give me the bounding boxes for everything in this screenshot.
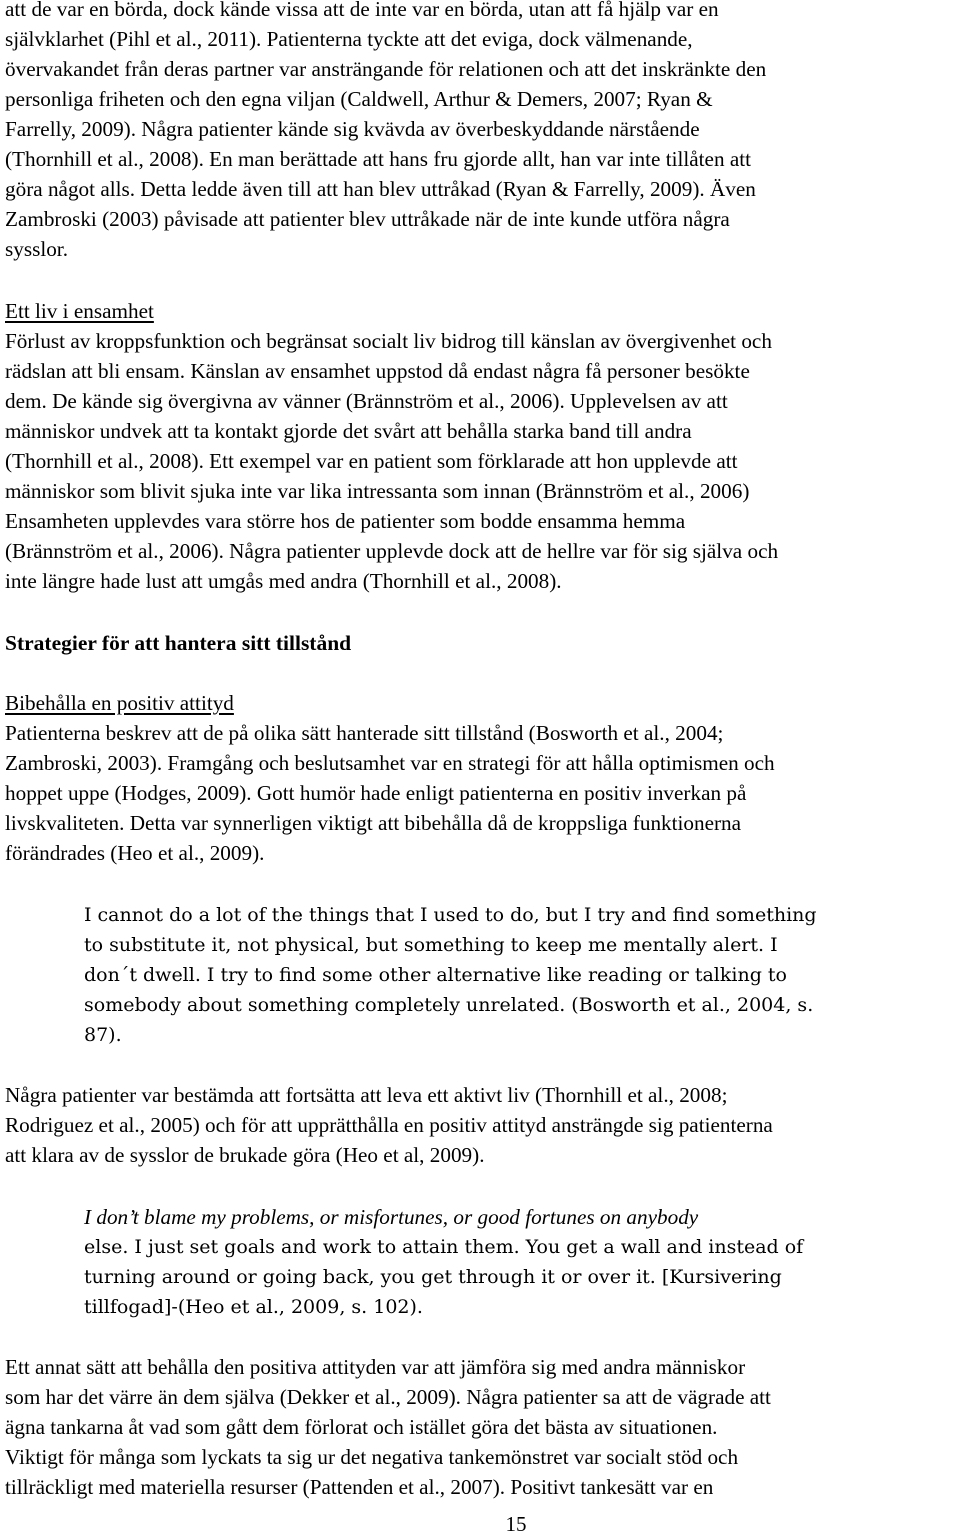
text-line: tillräckligt med materiella resurser (Pattenden et al., 2007). Positivt tankesätt var en — [5, 1475, 714, 1499]
text-line: Ensamheten upplevdes vara större hos de patienter som bodde ensamma hemma — [5, 509, 686, 533]
text-line: personliga friheten och den egna viljan (Caldwell, Arthur & Demers, 2007; Ryan & — [5, 87, 713, 111]
block-quote-line: to substitute it, not physical, but something to keep me mentally alert. I — [84, 934, 778, 956]
text-line: sysslor. — [5, 237, 68, 261]
block-quote-line: tillfogad]-(Heo et al., 2009, s. 102). — [84, 1296, 423, 1318]
text-line: rädslan att bli ensam. Känslan av ensamhet uppstod då endast några få personer besökte — [5, 359, 750, 383]
text-line: människor som blivit sjuka inte var lika intressanta som innan (Brännström et al., 2006) — [5, 479, 750, 503]
text-line: människor undvek att ta kontakt gjorde det svårt att behålla starka band till andra — [5, 419, 692, 443]
text-line: Zambroski, 2003). Framgång och beslutsamhet var en strategi för att hålla optimismen och — [5, 751, 775, 775]
block-quote-line: don´t dwell. I try to find some other alternative like reading or talking to — [84, 964, 787, 986]
text-line: Förlust av kroppsfunktion och begränsat socialt liv bidrog till känslan av övergivenhet och — [5, 329, 772, 353]
section-subheading: Bibehålla en positiv attityd — [5, 691, 234, 715]
block-quote-line: 87). — [84, 1024, 122, 1046]
text-line: (Brännström et al., 2006). Några patienter upplevde dock att de hellre var för sig själva och — [5, 539, 779, 563]
text-line: Zambroski (2003) påvisade att patienter blev uttråkade när de inte kunde utföra några — [5, 207, 730, 231]
text-line: Viktigt för många som lyckats ta sig ur det negativa tankemönstret var socialt stöd och — [5, 1445, 739, 1469]
text-line: dem. De kände sig övergivna av vänner (Brännström et al., 2006). Upplevelsen av att — [5, 389, 728, 413]
text-line: hoppet uppe (Hodges, 2009). Gott humör hade enligt patienterna en positiv inverkan på — [5, 781, 747, 805]
text-line: övervakandet från deras partner var ansträngande för relationen och att det inskränkte den — [5, 57, 767, 81]
text-line: Ett annat sätt att behålla den positiva attityden var att jämföra sig med andra människor — [5, 1355, 746, 1379]
text-line: Rodriguez et al., 2005) och för att upprätthålla en positiv attityd ansträngde sig patienterna — [5, 1113, 773, 1137]
block-quote-line: else. I just set goals and work to attain them. You get a wall and instead of — [84, 1236, 804, 1258]
text-line: att de var en börda, dock kände vissa att de inte var en börda, utan att få hjälp var en — [5, 0, 719, 21]
page-number: 15 — [505, 1512, 527, 1536]
text-line: inte längre hade lust att umgås med andra (Thornhill et al., 2008). — [5, 569, 562, 593]
text-line: (Thornhill et al., 2008). En man berättade att hans fru gjorde allt, han var inte tillåten att — [5, 147, 752, 171]
text-line: Patienterna beskrev att de på olika sätt hanterade sitt tillstånd (Bosworth et al., 2004; — [5, 721, 724, 745]
text-line: Några patienter var bestämda att fortsätta att leva ett aktivt liv (Thornhill et al., 2008; — [5, 1083, 728, 1107]
block-quote-line: I cannot do a lot of the things that I used to do, but I try and find something — [84, 904, 817, 926]
text-line: ägna tankarna åt vad som gått dem förlorat och istället göra det bästa av situationen. — [5, 1415, 718, 1439]
text-line: (Thornhill et al., 2008). Ett exempel var en patient som förklarade att hon upplevde att — [5, 449, 738, 473]
block-quote-line: somebody about something completely unrelated. (Bosworth et al., 2004, s. — [84, 994, 814, 1016]
block-quote-line: turning around or going back, you get through it or over it. [Kursivering — [84, 1266, 782, 1288]
text-line: göra något alls. Detta ledde även till att han blev uttråkad (Ryan & Farrelly, 2009). Även — [5, 177, 756, 201]
text-line: självklarhet (Pihl et al., 2011). Patienterna tyckte att det eviga, dock välmenande, — [5, 27, 693, 51]
block-quote-line-italic: I don’t blame my problems, or misfortunes, or good fortunes on anybody — [84, 1205, 699, 1229]
text-line: Farrelly, 2009). Några patienter kände sig kvävda av överbeskyddande närstående — [5, 117, 700, 141]
section-subheading: Ett liv i ensamhet — [5, 299, 154, 323]
section-heading: Strategier för att hantera sitt tillstånd — [5, 631, 352, 655]
text-line: att klara av de sysslor de brukade göra (Heo et al, 2009). — [5, 1143, 485, 1167]
text-line: livskvaliteten. Detta var synnerligen viktigt att bibehålla då de kroppsliga funktionerna — [5, 811, 742, 835]
text-line: som har det värre än dem själva (Dekker et al., 2009). Några patienter sa att de vägrade att — [5, 1385, 771, 1409]
text-line: förändrades (Heo et al., 2009). — [5, 841, 265, 865]
